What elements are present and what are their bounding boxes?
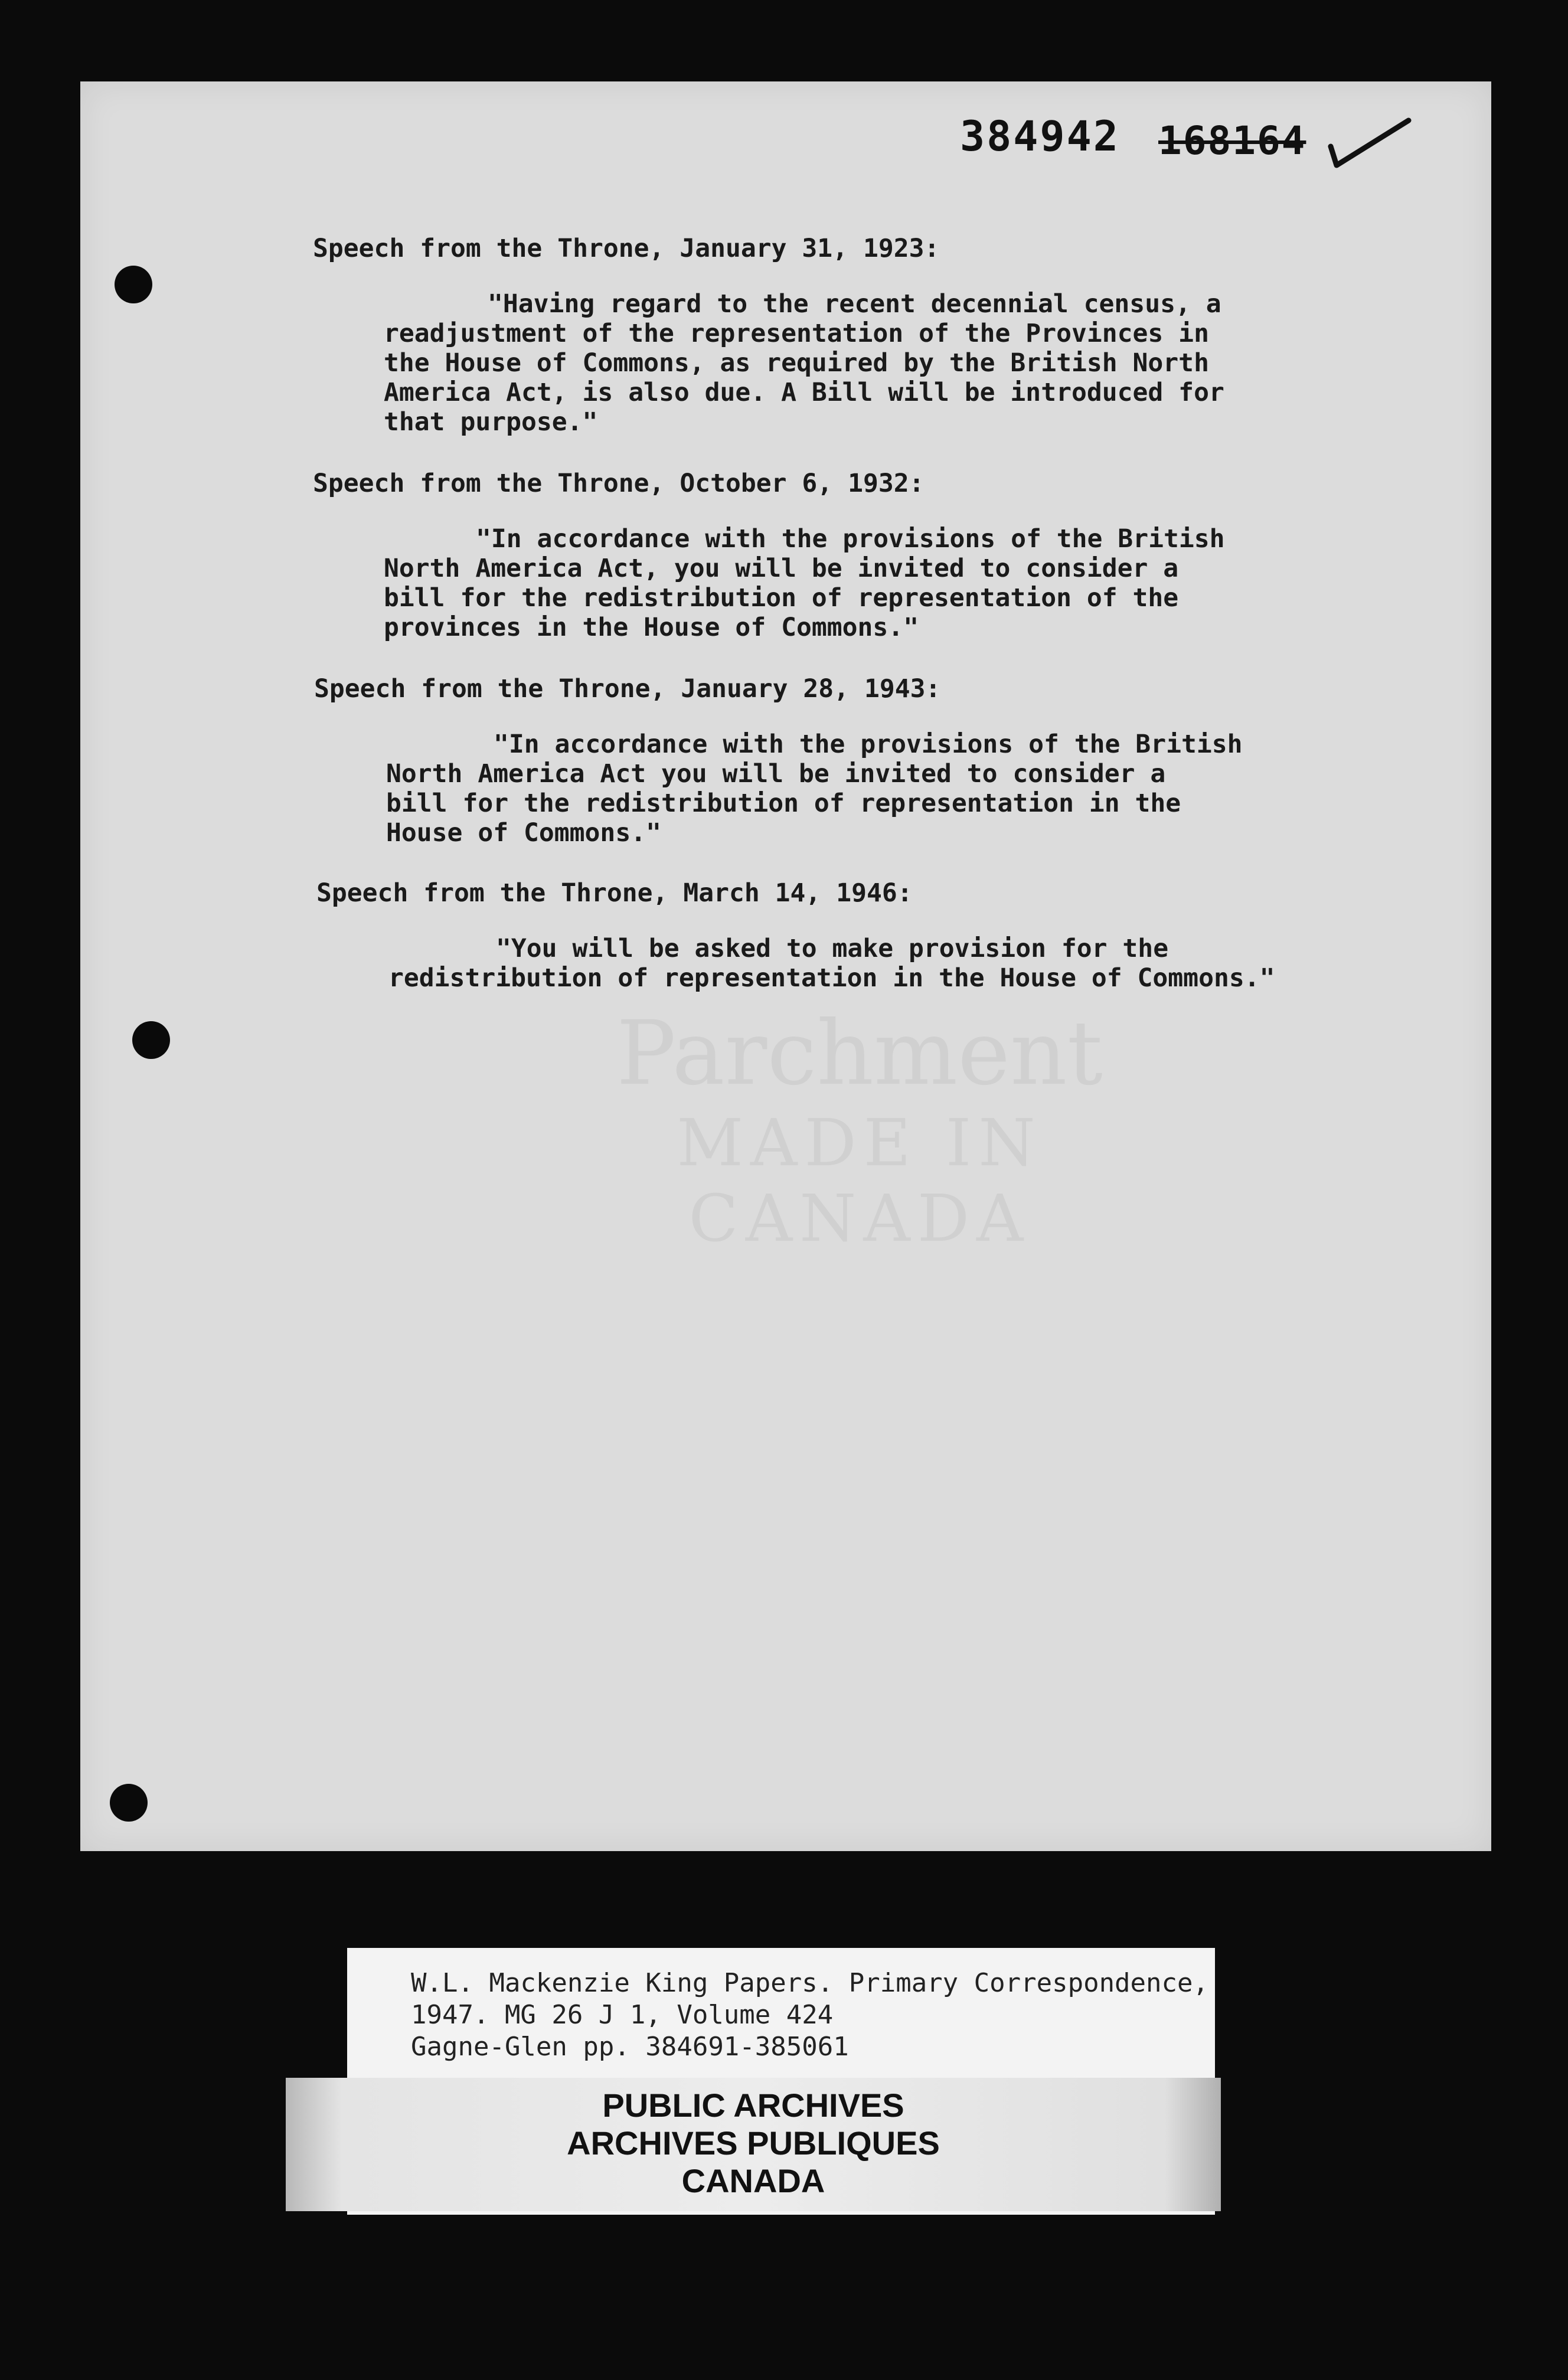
old-page-number: 168164 — [1158, 118, 1306, 164]
quote-line: North America Act you will be invited to consider a — [386, 759, 1166, 789]
quote-line: redistribution of representation in the House of Commons." — [388, 963, 1275, 993]
entry-heading: Speech from the Throne, January 28, 1943: — [314, 674, 941, 704]
stamp-line: CANADA — [681, 2162, 825, 2199]
reference-line: 1947. MG 26 J 1, Volume 424 — [411, 2000, 834, 2030]
quote-line: readjustment of the representation of the Provinces in — [384, 319, 1209, 348]
entry-heading: Speech from the Throne, October 6, 1932: — [313, 469, 925, 498]
paper-watermark: Parchment MADE IN CANADA — [616, 1002, 1103, 1256]
quote-line: provinces in the House of Commons." — [384, 613, 919, 642]
quote-line: America Act, is also due. A Bill will be introduced for — [384, 378, 1224, 407]
entry-heading: Speech from the Throne, March 14, 1946: — [316, 878, 913, 908]
reference-line: Gagne-Glen pp. 384691-385061 — [411, 2032, 849, 2062]
quote-line: House of Commons." — [386, 818, 661, 848]
archives-stamp — [286, 2078, 1221, 2211]
stamp-line: ARCHIVES PUBLIQUES — [567, 2124, 940, 2162]
quote-line: that purpose." — [384, 407, 598, 437]
quote-line: bill for the redistribution of representation of the — [384, 583, 1179, 613]
stamp-line: PUBLIC ARCHIVES — [602, 2087, 904, 2124]
quote-line: the House of Commons, as required by the British North — [384, 348, 1209, 378]
quote-line: "In accordance with the provisions of the British — [476, 524, 1225, 554]
quote-line: "You will be asked to make provision for the — [496, 934, 1169, 963]
reference-line: W.L. Mackenzie King Papers. Primary Correspondence, — [411, 1968, 1209, 1998]
quote-line: bill for the redistribution of representation in the — [386, 789, 1181, 818]
page-number-stamp: 384942 — [960, 112, 1120, 161]
quote-line: "In accordance with the provisions of the British — [494, 730, 1243, 759]
quote-line: North America Act, you will be invited to consider a — [384, 554, 1179, 583]
entry-heading: Speech from the Throne, January 31, 1923: — [313, 234, 940, 263]
quote-line: "Having regard to the recent decennial census, a — [488, 289, 1221, 319]
document-page — [80, 81, 1491, 1851]
document-body — [80, 81, 1491, 1851]
